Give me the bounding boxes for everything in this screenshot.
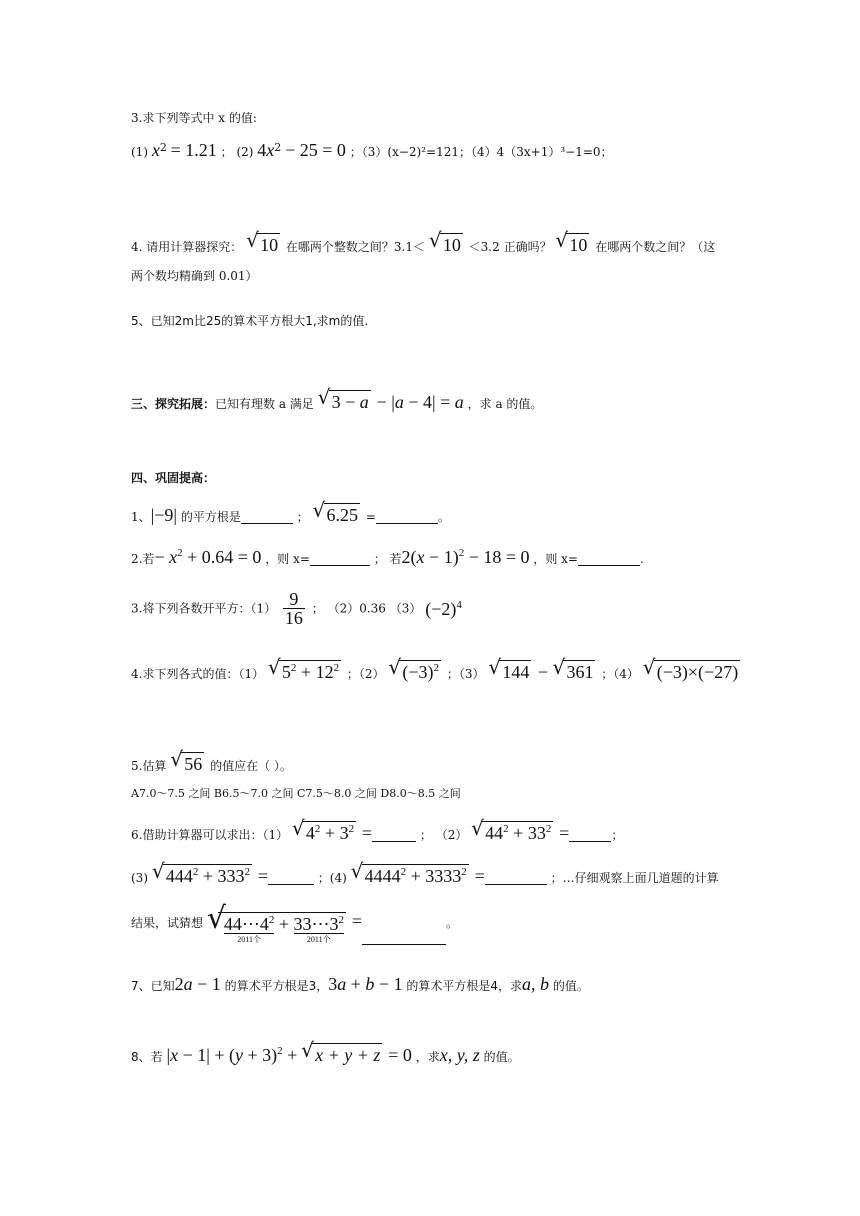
answer-blank[interactable] (241, 511, 293, 524)
q4-mid3: 在哪两个数之间？（这 (595, 240, 716, 254)
s4-item-3: 3.将下列各数开平方：（1） $\frac{9}{16}$ ； （2）0.36 （3） $(-2)^4$ (131, 589, 462, 628)
answer-blank[interactable] (372, 829, 416, 842)
section-3-text: 已知有理数 a 满足 (215, 397, 314, 411)
section-3-tail: ，求 a 的值。 (467, 397, 543, 411)
q3-title: 3.求下列等式中 x 的值: (131, 111, 257, 125)
s4-item-2: 2.若− $x^2 + 0.64 = 0$ ，则 x= ； 若$2(x - 1)^2 - 18 = 0$ ，则 x= . (131, 547, 644, 567)
section-3: 三、探究拓展：已知有理数 a 满足 √ 3 − a − |a − 4| = a ，求 a 的值。 (131, 385, 543, 412)
q3-p1-label: (1) (131, 145, 148, 159)
s4-item-5: 5.估算 √ 56 的值应在（ ）。 (131, 747, 292, 774)
sqrt-10: √ 10 (428, 228, 461, 255)
sqrt-6-25: √ 6.25 (312, 498, 359, 525)
s4-item-4: 4.求下列各式的值：（1） √ $5^2 + 12^2$ ；（2） √ $(-3)^2$ ；（3） √ 144 − √ 361 ；（4） √ (−3)×(−27) (131, 655, 739, 682)
answer-blank[interactable] (485, 872, 547, 885)
section-3-title: 三、探究拓展： (131, 397, 216, 411)
s4-item-6: 6.借助计算器可以求出：（1） √ $4^2 + 3^2$ = ； （2） √ $44^2 + 33^2$ = ； (131, 816, 624, 843)
q4-line2: 两个数均精确到 0.01） (131, 269, 258, 283)
q4-mid2: ＜3.2 正确吗？ (468, 240, 552, 254)
q3-p2-label: ； (2) (220, 145, 254, 159)
answer-blank[interactable] (578, 553, 640, 566)
q3-p1-eq: = 1.21 (170, 140, 217, 160)
q3-parts: (1) $x^2 = 1.21$ ； (2) $4x^2 - 25 = 0$ ；（3）(x−2)²=121；（4）4（3x+1）³−1=0； (131, 140, 613, 160)
q3-p3: ；（3）(x−2)²=121；（4）4（3x+1）³−1=0； (349, 145, 613, 159)
answer-blank[interactable] (268, 872, 314, 885)
answer-blank[interactable] (569, 829, 611, 842)
answer-blank[interactable] (362, 932, 446, 945)
s4-item-6-line2: (3) √ $444^2 + 333^2$ = ；(4) √ $4444^2 + 3333^2$ = ；…仔细观察上面几道题的计算 (131, 859, 719, 886)
s4-item-6-line3: 结果，试猜想 √ $44\cdots 4^2$ 2011个 + $33\cdots 3^2$ 2011个 = 。 (131, 901, 458, 944)
s4-item-8: 8、若 $|x - 1| + (y + 3)^2$ + √ x + y + z = 0 ，求x, y, z 的值。 (131, 1038, 520, 1065)
sqrt-10: √ 10 (555, 228, 588, 255)
sqrt-10: √ 10 (246, 228, 279, 255)
answer-blank[interactable] (310, 553, 370, 566)
fraction-9-16: $\frac{9}{16}$ (284, 589, 303, 628)
answer-blank[interactable] (376, 511, 438, 524)
q3-p2-eq: − 25 = 0 (285, 140, 346, 160)
s4-item-1: 1、|−9| 的平方根是 ； √ 6.25 = 。 (131, 498, 450, 525)
q4-mid1: 在哪两个整数之间？3.1＜ (285, 240, 426, 254)
section-4-title: 四、巩固提高： (131, 471, 216, 485)
s4-item-7: 7、已知2a − 1 的算术平方根是3，3a + b − 1 的算术平方根是4，求a, b 的值。 (131, 974, 589, 994)
sqrt-3-minus-a: √ 3 − a (317, 385, 369, 412)
s4-item-5-options: A7.0～7.5 之间 B6.5～7.0 之间 C7.5～8.0 之间 D8.0～8.5 之间 (131, 787, 461, 800)
q4-prefix: 4. 请用计算器探究： (131, 240, 243, 254)
q4-line1 (131, 228, 716, 255)
q5-text: 5、已知2m比25的算术平方根大1,求m的值. (131, 314, 369, 328)
